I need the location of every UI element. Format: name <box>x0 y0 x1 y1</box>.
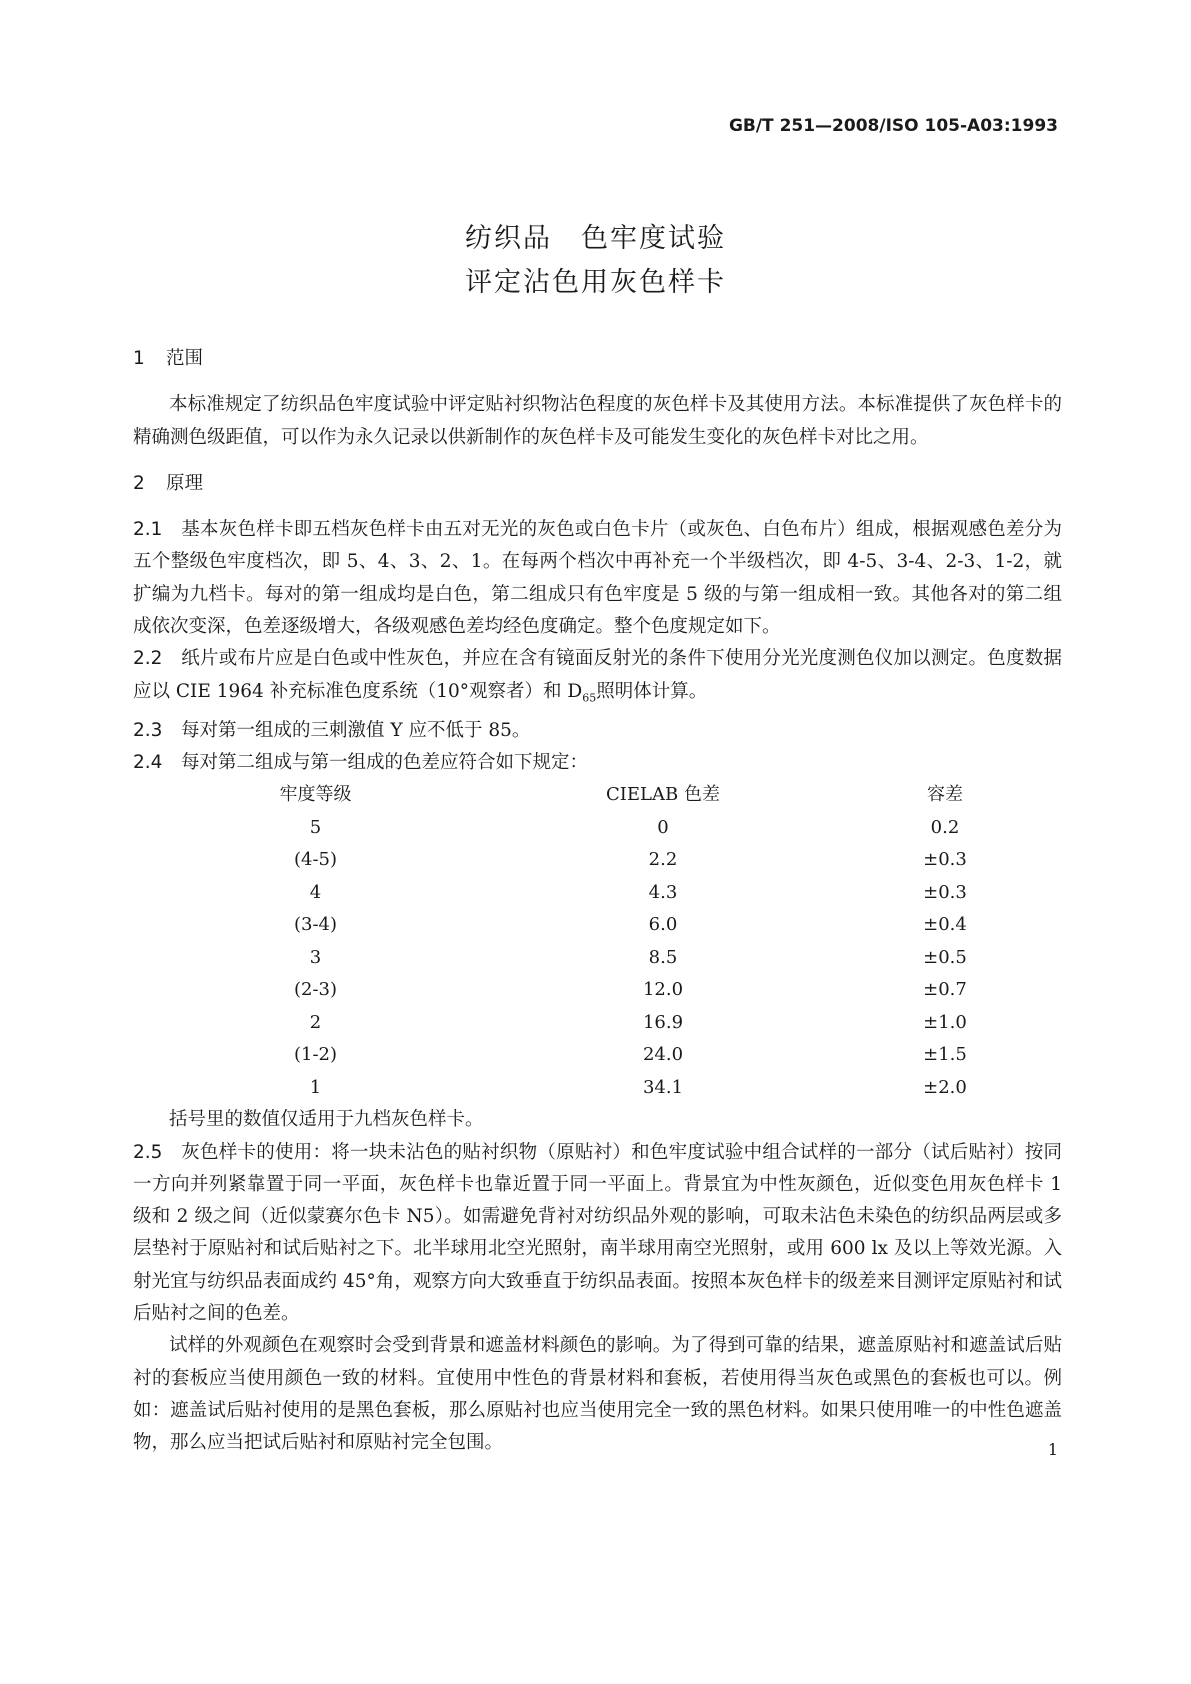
table-cell: ±0.3 <box>923 881 967 903</box>
section-number: 2 <box>133 472 145 494</box>
clause-2-3 <box>133 715 1062 747</box>
table-header-row <box>133 779 1062 812</box>
table-cell: ±0.3 <box>923 849 967 871</box>
table-cell: (4-5) <box>293 849 338 871</box>
section-title: 原理 <box>166 472 204 494</box>
section-1-heading <box>133 343 1062 375</box>
clause-text-end: 照明体计算。 <box>596 680 708 702</box>
clause-text: 每对第一组成的三刺激值 Y 应不低于 85。 <box>181 719 531 741</box>
table-row <box>133 1039 1062 1072</box>
table-row <box>133 812 1062 845</box>
page-number: 1 <box>1047 1440 1058 1459</box>
table-cell: 4 <box>309 881 322 903</box>
table-cell: 2.2 <box>648 849 678 871</box>
table-cell: 34.1 <box>642 1076 684 1098</box>
column-header: 牢度等级 <box>279 784 352 806</box>
clause-number: 2.4 <box>133 751 163 773</box>
document-body <box>133 343 1062 1460</box>
table-row <box>133 1007 1062 1040</box>
clause-number: 2.3 <box>133 719 163 741</box>
table-row <box>133 1072 1062 1105</box>
table-cell: (1-2) <box>293 1044 338 1066</box>
clause-text: 灰色样卡的使用：将一块未沾色的贴衬织物（原贴衬）和色牢度试验中组合试样的一部分（试后贴衬）按同一方向并列紧靠置于同一平面，灰色样卡也靠近置于同一平面上。背景宜为中性灰颜色，近似变色用灰色样卡 1 级和 2 级之间（近似蒙赛尔色卡 N5）。如需避免背衬对纺织品外观的影响，可取未沾色未染色的纺织品两层或多层垫衬于原贴衬和试后贴衬之下。北半球用北空光照射，南半球用南空光照射，或用 600 lx 及以上等效光源。入射光宜与纺织品表面成约 45°角，观察方向大致垂直于纺织品表面。按照本灰色样卡的级差来目测评定原贴衬和试后贴衬之间的色差。 <box>133 1141 1062 1325</box>
table-note: 括号里的数值仅适用于九档灰色样卡。 <box>169 1109 484 1131</box>
table-cell: 8.5 <box>648 946 678 968</box>
standard-number: GB/T 251—2008/ISO 105-A03:1993 <box>728 116 1058 136</box>
clause-2-1 <box>133 514 1062 643</box>
table-cell: 16.9 <box>642 1011 684 1033</box>
table-row <box>133 844 1062 877</box>
table-cell: (3-4) <box>293 914 338 936</box>
table-cell: (2-3) <box>293 979 338 1001</box>
table-cell: 6.0 <box>648 914 678 936</box>
clause-text: 纸片或布片应是白色或中性灰色，并应在含有镜面反射光的条件下使用分光光度测色仪加以测定。色度数据应以 CIE 1964 补充标准色度系统（10°观察者）和 D <box>133 648 1062 702</box>
table-cell: 0 <box>657 816 669 838</box>
section-2-heading <box>133 468 1062 500</box>
color-difference-table <box>133 779 1062 1104</box>
document-title-line-1: 纺织品 色牢度试验 <box>465 223 726 254</box>
clause-2-5-paragraph-2: 试样的外观颜色在观察时会受到背景和遮盖材料颜色的影响。为了得到可靠的结果，遮盖原贴衬和遮盖试后贴衬的套板应当使用颜色一致的材料。宜使用中性色的背景材料和套板，若使用得当灰色或黑色的套板也可以。例如：遮盖试后贴衬使用的是黑色套板，那么原贴衬也应当使用完全一致的黑色材料。如果只使用唯一的中性色遮盖物，那么应当把试后贴衬和原贴衬完全包围。 <box>133 1335 1062 1454</box>
document-title-line-2: 评定沾色用灰色样卡 <box>465 267 726 298</box>
table-cell: 5 <box>309 816 322 838</box>
table-cell: ±1.5 <box>923 1044 967 1066</box>
table-row <box>133 942 1062 975</box>
clause-number: 2.1 <box>133 519 163 541</box>
table-cell: ±0.5 <box>923 946 967 968</box>
section-title: 范围 <box>166 348 204 369</box>
table-cell: 0.2 <box>930 816 960 838</box>
clause-2-4 <box>133 747 1062 779</box>
illuminant-subscript: 65 <box>582 691 597 705</box>
section-number: 1 <box>133 348 145 369</box>
column-header: CIELAB 色差 <box>606 784 720 806</box>
table-cell: ±0.4 <box>923 914 967 936</box>
table-cell: 12.0 <box>642 979 684 1001</box>
table-row <box>133 877 1062 910</box>
table-cell: 2 <box>309 1011 322 1033</box>
clause-2-5 <box>133 1137 1062 1331</box>
table-row <box>133 974 1062 1007</box>
column-header: 容差 <box>927 784 963 806</box>
clause-2-2 <box>133 643 1062 714</box>
table-cell: 24.0 <box>642 1044 684 1066</box>
table-cell: 1 <box>309 1076 322 1098</box>
table-row <box>133 909 1062 942</box>
table-cell: 3 <box>309 946 322 968</box>
clause-number: 2.2 <box>133 648 163 670</box>
table-cell: ±0.7 <box>923 979 967 1001</box>
table-cell: ±1.0 <box>923 1011 967 1033</box>
clause-text: 基本灰色样卡即五档灰色样卡由五对无光的灰色或白色卡片（或灰色、白色布片）组成，根据观感色差分为五个整级色牢度档次，即 5、4、3、2、1。在每两个档次中再补充一个半级档次，即 4-5、3-4、2-3、1-2，就扩编为九档卡。每对的第一组成均是白色，第二组成只有色牢度是 5 级的与第一组成相一致。其他各对的第二组成依次变深，色差逐级增大，各级观感色差均经色度确定。整个色度规定如下。 <box>133 519 1062 638</box>
clause-text: 每对第二组成与第一组成的色差应符合如下规定： <box>181 751 589 773</box>
table-cell: 4.3 <box>648 881 678 903</box>
table-cell: ±2.0 <box>923 1076 967 1098</box>
clause-number: 2.5 <box>133 1141 163 1163</box>
scope-paragraph: 本标准规定了纺织品色牢度试验中评定贴衬织物沾色程度的灰色样卡及其使用方法。本标准提供了灰色样卡的精确测色级距值，可以作为永久记录以供新制作的灰色样卡及可能发生变化的灰色样卡对比之用。 <box>133 394 1062 448</box>
